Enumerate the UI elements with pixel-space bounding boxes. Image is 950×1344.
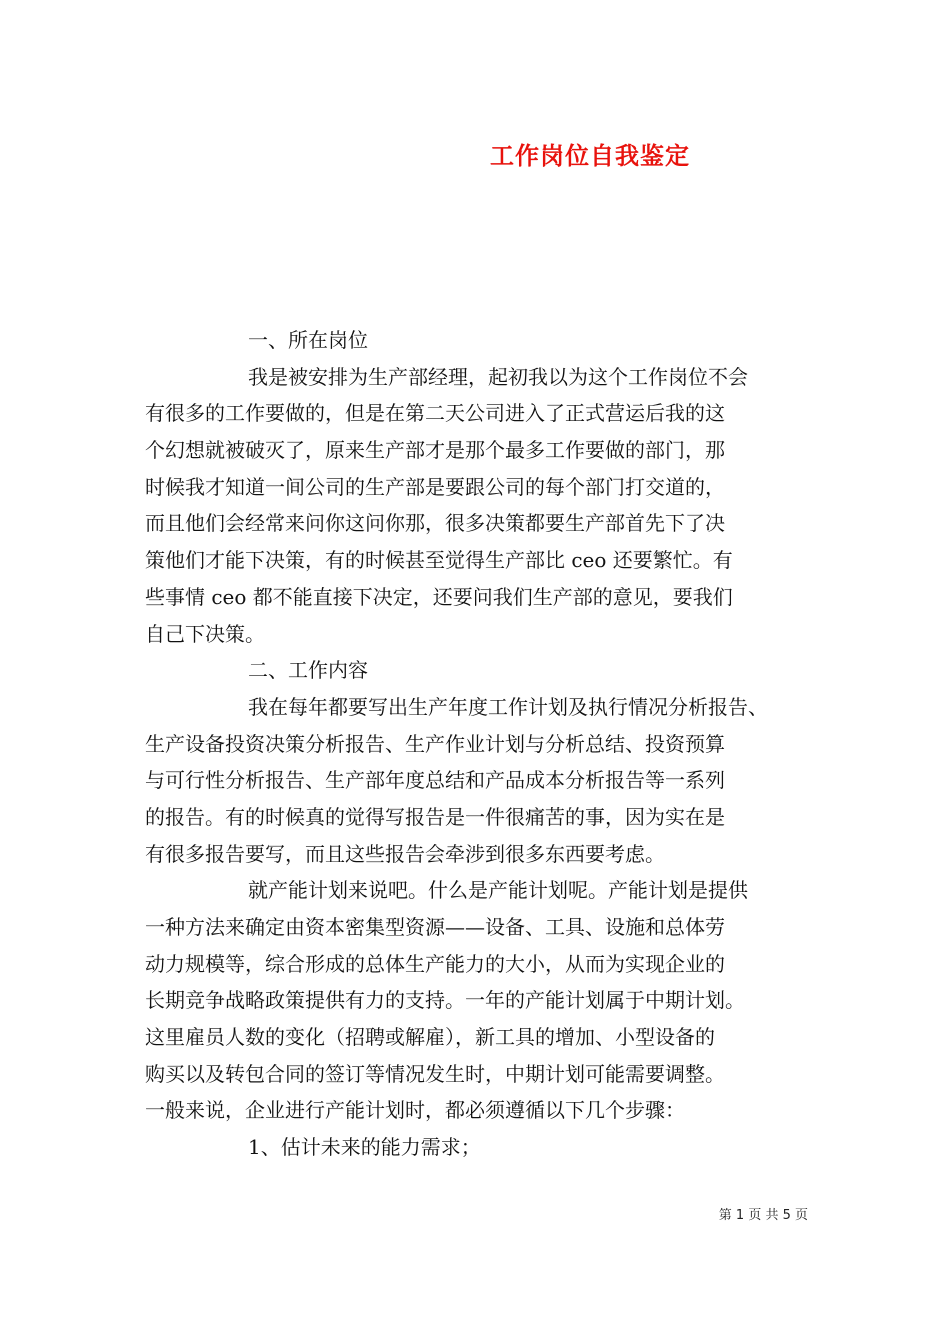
paragraph-line: 自己下决策。 [145,621,265,646]
page-footer: 第 1 页 共 5 页 [718,1208,808,1223]
paragraph-line: 些事情 ceo 都不能直接下决定，还要问我们生产部的意见，要我们 [145,584,733,609]
paragraph-line: 这里雇员人数的变化（招聘或解雇），新工具的增加、小型设备的 [145,1025,715,1050]
paragraph-line: 个幻想就被破灭了，原来生产部才是那个最多工作要做的部门，那 [145,438,725,463]
paragraph-line: 有很多的工作要做的，但是在第二天公司进入了正式营运后我的这 [145,401,725,426]
paragraph-line: 一种方法来确定由资本密集型资源——设备、工具、设施和总体劳 [145,915,725,939]
paragraph-line: 与可行性分析报告、生产部年度总结和产品成本分析报告等一系列 [145,768,725,793]
paragraph-line: 有很多报告要写，而且这些报告会牵涉到很多东西要考虑。 [145,841,665,866]
document-body [145,322,810,1166]
paragraph-line: 策他们才能下决策，有的时候甚至觉得生产部比 ceo 还要繁忙。有 [145,548,733,573]
paragraph-line: 一般来说，企业进行产能计划时，都必须遵循以下几个步骤： [145,1098,685,1123]
paragraph-line: 时候我才知道一间公司的生产部是要跟公司的每个部门打交道的， [145,474,725,499]
paragraph-line: 长期竞争战略政策提供有力的支持。一年的产能计划属于中期计划。 [145,988,745,1013]
paragraph-line: 购买以及转包合同的签订等情况发生时，中期计划可能需要调整。 [145,1061,725,1086]
list-item: 1、估计未来的能力需求； [248,1135,481,1160]
paragraph-line: 就产能计划来说吧。什么是产能计划呢。产能计划是提供 [248,878,748,903]
paragraph-line: 的报告。有的时候真的觉得写报告是一件很痛苦的事，因为实在是 [145,804,725,829]
paragraph-line: 生产设备投资决策分析报告、生产作业计划与分析总结、投资预算 [145,731,725,756]
section-heading: 一、所在岗位 [248,328,368,352]
document-title: 工作岗位自我鉴定 [490,142,690,170]
section-heading: 二、工作内容 [248,658,368,683]
paragraph-line: 我是被安排为生产部经理，起初我以为这个工作岗位不会 [248,364,748,389]
paragraph-line: 而且他们会经常来问你这问你那，很多决策都要生产部首先下了决 [145,511,725,536]
paragraph-line: 我在每年都要写出生产年度工作计划及执行情况分析报告、 [248,694,768,719]
paragraph-line: 动力规模等，综合形成的总体生产能力的大小，从而为实现企业的 [145,951,725,976]
